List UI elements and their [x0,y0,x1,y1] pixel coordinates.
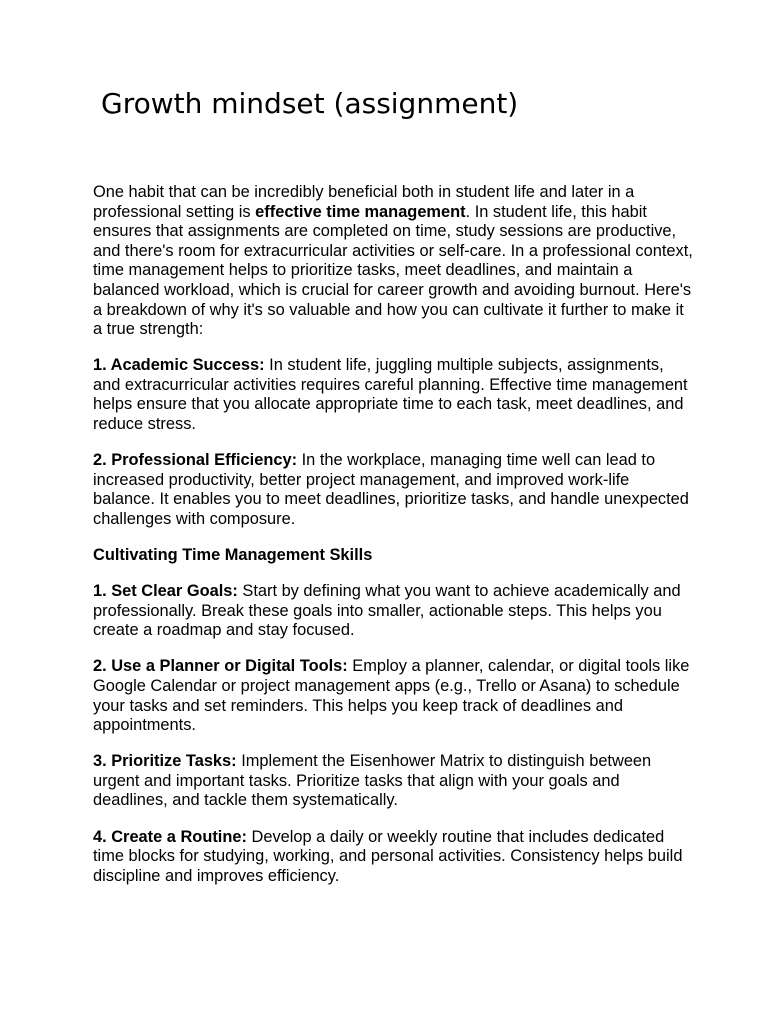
skill-text: Employ a planner, calendar, or digital tools like Google Calendar or project management apps (e.g., Trello or Asana) to schedule your tasks and set reminders. This helps you keep track of deadlines and appointments. [93,657,690,735]
skill-paragraph-goals [93,582,693,641]
document-title: Growth mindset (assignment) [101,87,519,120]
intro-text-start: One habit that can be incredibly beneficial both in student life and later in a professional setting is [93,183,635,221]
benefit-heading: 1. Academic Success: [93,356,265,375]
skill-text: Start by defining what you want to achieve academically and professionally. Break these goals into smaller, actionable steps. This helps you create a roadmap and stay focused. [93,582,681,640]
skill-text: Develop a daily or weekly routine that includes dedicated time blocks for studying, working, and personal activities. Consistency helps build discipline and improves efficiency. [93,827,683,885]
benefit-heading: 2. Professional Efficiency: [93,451,298,470]
document-body [93,183,693,903]
benefit-text: In the workplace, managing time well can lead to increased productivity, better project management, and improved work-life balance. It enables you to meet deadlines, prioritize tasks, and handle unexpected challenges with composure. [93,451,689,528]
skill-paragraph-planner [93,657,693,735]
benefit-paragraph-academic [93,356,693,434]
skill-heading: 3. Prioritize Tasks: [93,752,237,771]
skill-text: Implement the Eisenhower Matrix to distinguish between urgent and important tasks. Prioritize tasks that align with your goals and deadlines, and tackle them systematically. [93,752,652,810]
skill-heading: 2. Use a Planner or Digital Tools: [93,657,348,676]
section-heading: Cultivating Time Management Skills [93,546,373,564]
skill-heading: 1. Set Clear Goals: [93,582,238,601]
skill-paragraph-routine [93,828,693,887]
intro-paragraph [93,183,693,340]
skill-paragraph-prioritize [93,752,693,811]
intro-text-end: . In student life, this habit ensures that assignments are completed on time, study sessions are productive, and there's room for extracurricular activities or self-care. In a professional context, time management helps to prioritize tasks, meet deadlines, and maintain a balanced workload, which is crucial for career growth and avoiding burnout. Here's a breakdown of why it's so valuable and how you can cultivate it further to make it a true strength: [93,202,693,339]
section-heading-paragraph [93,546,693,566]
benefit-paragraph-professional [93,451,693,529]
skill-heading: 4. Create a Routine: [93,827,247,846]
benefit-text: In student life, juggling multiple subjects, assignments, and extracurricular activities requires careful planning. Effective time management helps ensure that you allocate appropriate time to each task, meet deadlines, and reduce stress. [93,356,688,434]
intro-highlight: effective time management [255,202,466,221]
